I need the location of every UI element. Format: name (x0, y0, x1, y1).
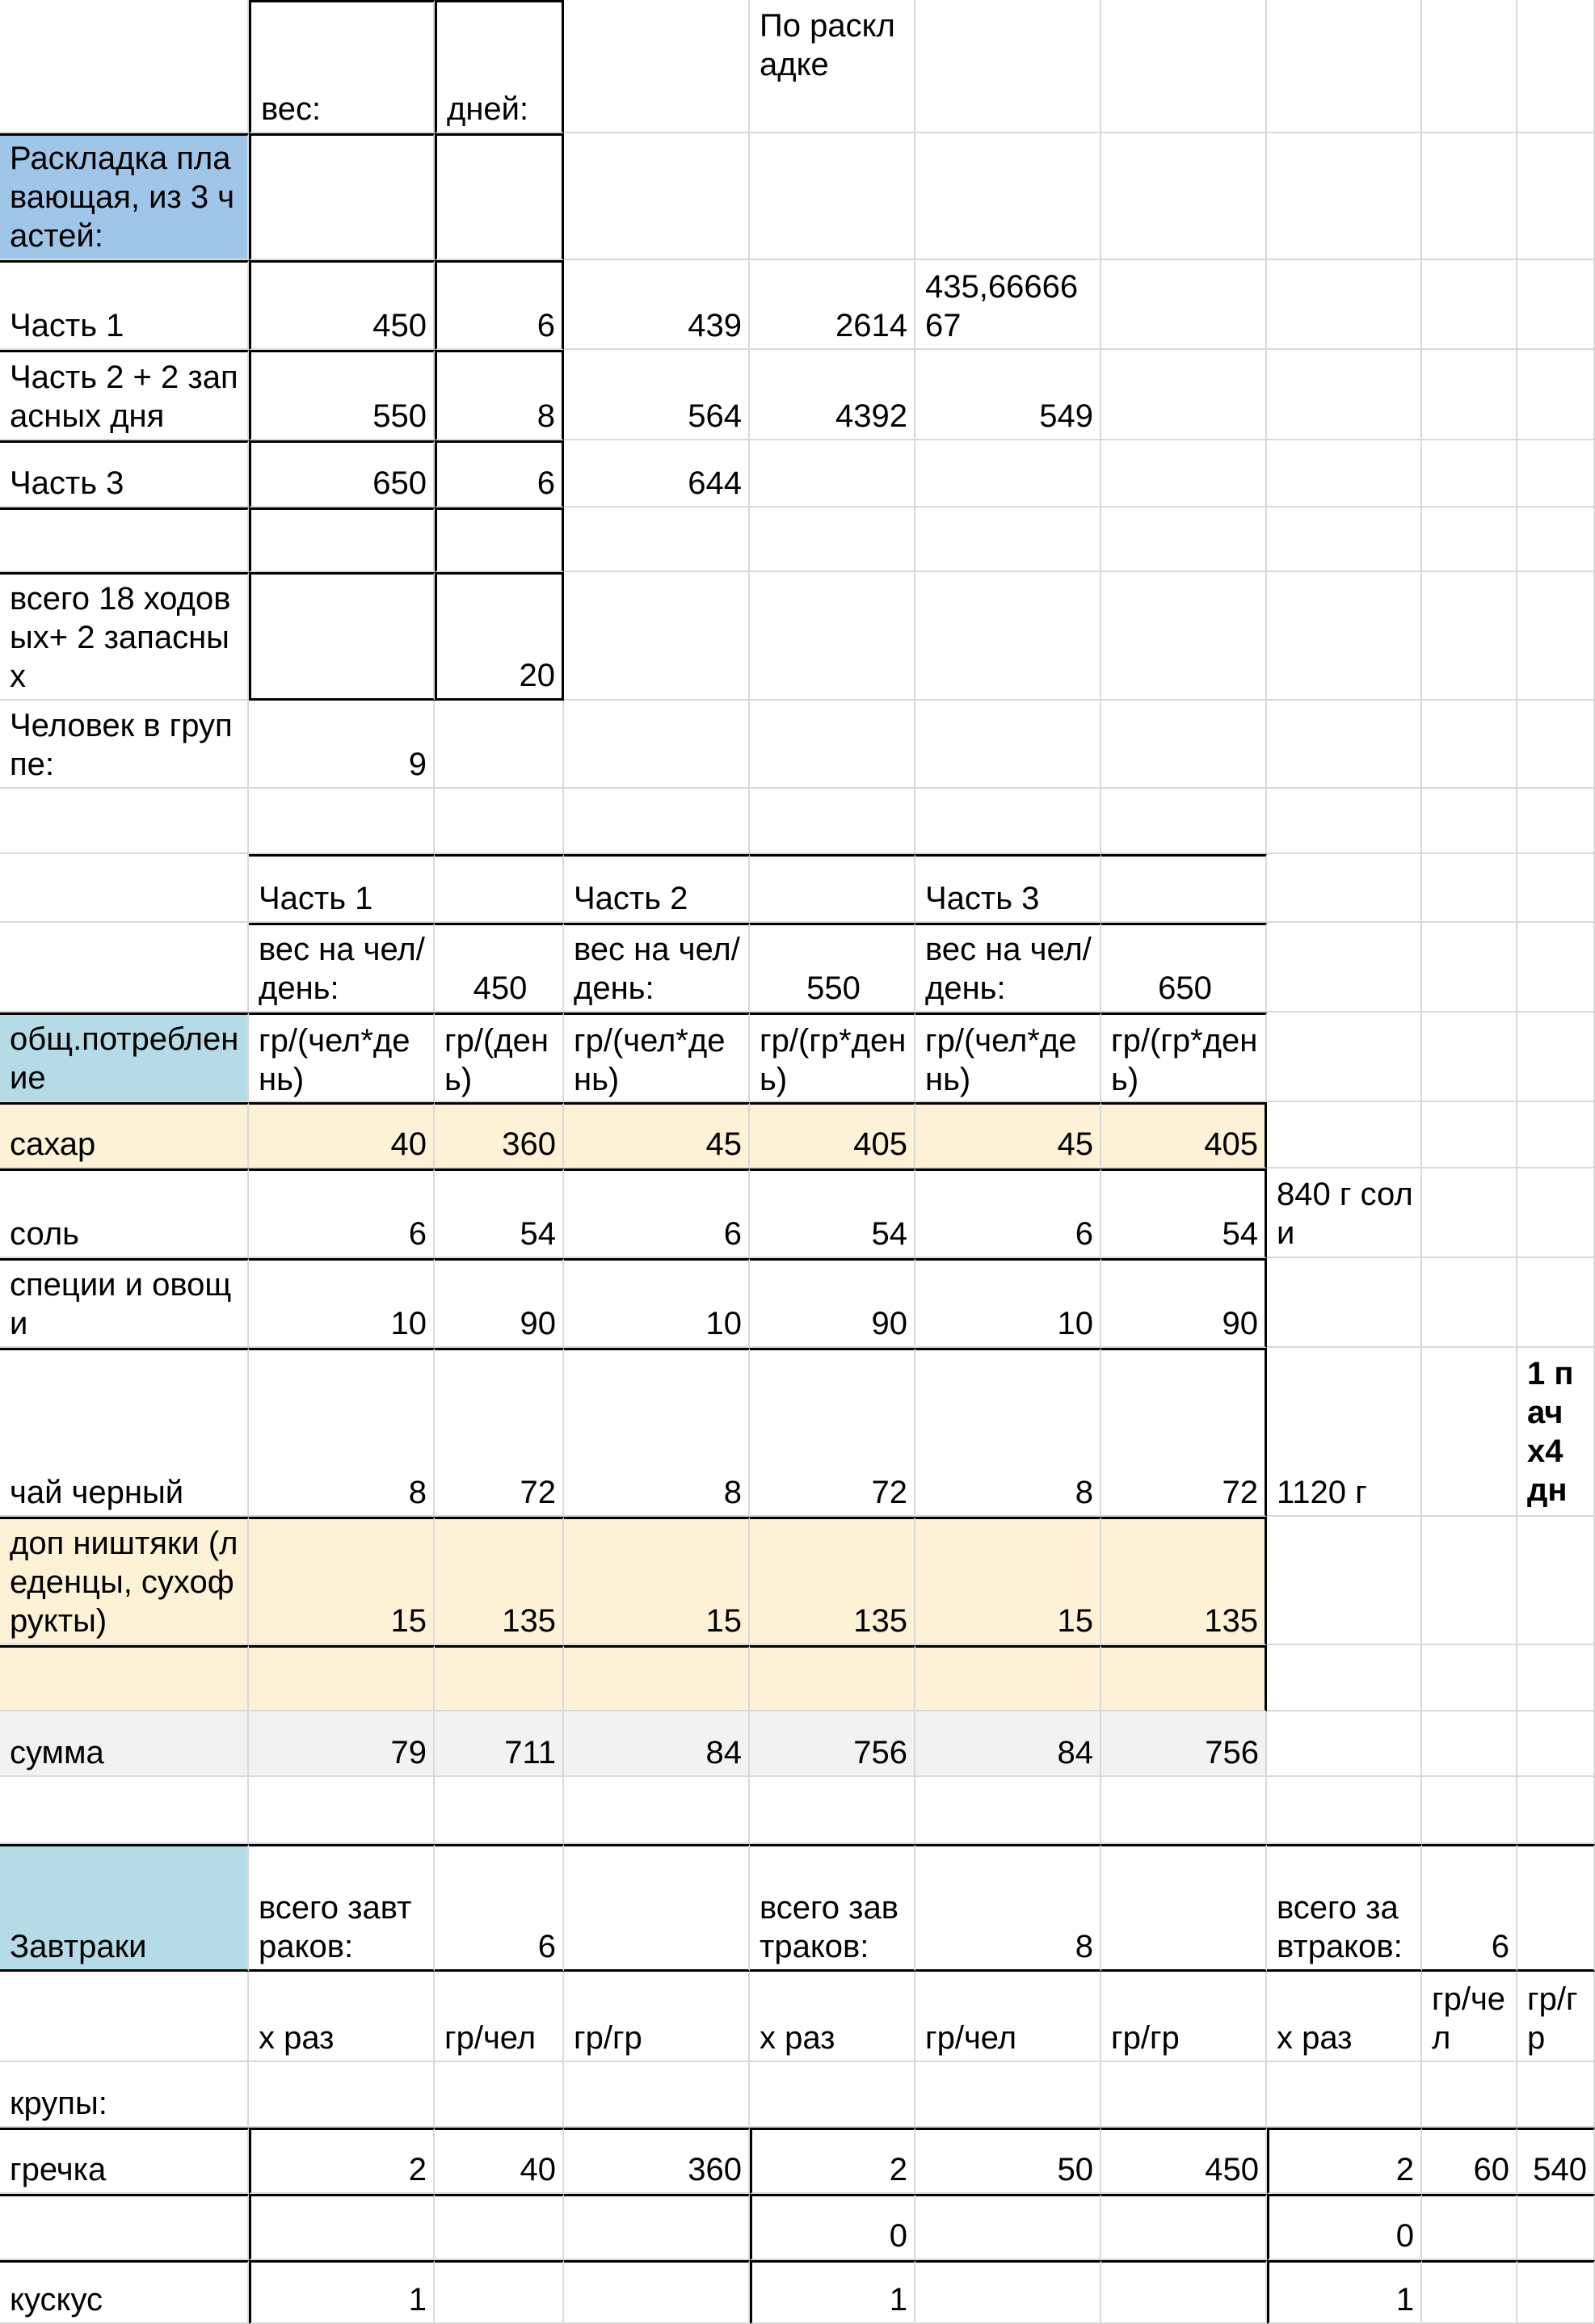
empty-cell[interactable] (1267, 923, 1422, 1013)
empty-cell[interactable] (915, 572, 1101, 701)
number-cell[interactable]: 84 (915, 1711, 1101, 1777)
empty-cell[interactable] (1267, 1645, 1422, 1711)
empty-cell[interactable] (1517, 1258, 1595, 1348)
empty-cell[interactable] (750, 854, 915, 923)
number-cell[interactable]: 72 (750, 1348, 915, 1517)
number-cell[interactable]: 450 (249, 260, 435, 350)
empty-cell[interactable] (1517, 1168, 1595, 1258)
column-header[interactable]: х раз (1267, 1972, 1422, 2062)
total-breakfasts-label[interactable]: всего завтраков: (249, 1844, 435, 1972)
weight-value[interactable]: 550 (750, 923, 915, 1013)
number-cell[interactable]: 135 (1101, 1517, 1267, 1645)
empty-cell[interactable] (0, 923, 249, 1013)
number-cell[interactable]: 6 (1422, 1844, 1517, 1972)
empty-cell[interactable] (915, 1645, 1101, 1711)
column-header[interactable]: х раз (750, 1972, 915, 2062)
unit-header[interactable]: гр/(гр*день) (1101, 1013, 1267, 1102)
empty-cell[interactable] (0, 507, 249, 572)
empty-cell[interactable] (1267, 1258, 1422, 1348)
number-cell[interactable]: 564 (564, 350, 750, 440)
empty-cell[interactable] (1422, 1777, 1517, 1844)
empty-cell[interactable] (435, 1777, 564, 1844)
empty-cell[interactable] (435, 507, 564, 572)
empty-cell[interactable] (1267, 2062, 1422, 2128)
breakfasts-title[interactable]: Завтраки (0, 1844, 249, 1972)
column-header[interactable]: гр/чел (1422, 1972, 1517, 2062)
empty-cell[interactable] (1101, 572, 1267, 701)
empty-cell[interactable] (1267, 440, 1422, 507)
empty-cell[interactable] (1101, 507, 1267, 572)
empty-cell[interactable] (564, 1844, 750, 1972)
empty-cell[interactable] (1422, 923, 1517, 1013)
number-cell[interactable]: 6 (435, 1844, 564, 1972)
empty-cell[interactable] (564, 133, 750, 260)
empty-cell[interactable] (1267, 1517, 1422, 1645)
unit-header[interactable]: гр/(чел*день) (564, 1013, 750, 1102)
item-label[interactable]: доп ништяки (леденцы, сухофрукты) (0, 1517, 249, 1645)
item-label[interactable]: гречка (0, 2128, 249, 2194)
empty-cell[interactable] (0, 854, 249, 923)
empty-cell[interactable] (1422, 350, 1517, 440)
empty-cell[interactable] (1101, 1777, 1267, 1844)
empty-cell[interactable] (0, 1972, 249, 2062)
note-cell[interactable]: 840 г соли (1267, 1168, 1422, 1258)
number-cell[interactable] (1101, 2260, 1267, 2324)
column-header[interactable]: гр/чел (435, 1972, 564, 2062)
number-cell[interactable]: 6 (435, 440, 564, 507)
weight-value[interactable]: 650 (1101, 923, 1267, 1013)
number-cell[interactable] (249, 2194, 435, 2260)
empty-cell[interactable] (1517, 854, 1595, 923)
empty-cell[interactable] (564, 1777, 750, 1844)
number-cell[interactable]: 45 (915, 1102, 1101, 1168)
empty-cell[interactable] (1517, 1517, 1595, 1645)
empty-cell[interactable] (1101, 0, 1267, 133)
empty-cell[interactable] (750, 1645, 915, 1711)
empty-cell[interactable] (249, 1645, 435, 1711)
number-cell[interactable] (915, 440, 1101, 507)
empty-cell[interactable] (249, 507, 435, 572)
empty-cell[interactable] (1517, 1013, 1595, 1102)
part-header[interactable]: Часть 3 (915, 854, 1101, 923)
empty-cell[interactable] (1422, 1711, 1517, 1777)
empty-cell[interactable] (1517, 1102, 1595, 1168)
empty-cell[interactable] (1517, 1645, 1595, 1711)
empty-cell[interactable] (750, 507, 915, 572)
number-cell[interactable]: 0 (750, 2194, 915, 2260)
number-cell[interactable]: 1 (249, 2260, 435, 2324)
column-header[interactable]: гр/гр (564, 1972, 750, 2062)
empty-cell[interactable] (1422, 1168, 1517, 1258)
empty-cell[interactable] (564, 0, 750, 133)
number-cell[interactable]: 1 (1267, 2260, 1422, 2324)
note-cell[interactable]: 1 пач х4 дн (1517, 1348, 1595, 1517)
empty-cell[interactable] (1422, 1348, 1517, 1517)
empty-cell[interactable] (915, 507, 1101, 572)
empty-cell[interactable] (0, 789, 249, 854)
header-ves[interactable]: вес: (249, 0, 435, 133)
empty-cell[interactable] (1422, 854, 1517, 923)
number-cell[interactable]: 439 (564, 260, 750, 350)
total-breakfasts-label[interactable]: всего завтраков: (1267, 1844, 1422, 1972)
column-header[interactable]: гр/гр (1517, 1972, 1595, 2062)
item-label[interactable]: кускус (0, 2260, 249, 2324)
empty-cell[interactable] (1422, 572, 1517, 701)
number-cell[interactable]: 15 (564, 1517, 750, 1645)
empty-cell[interactable] (1101, 1844, 1267, 1972)
empty-cell[interactable] (1422, 1013, 1517, 1102)
empty-cell[interactable] (1101, 133, 1267, 260)
number-cell[interactable] (564, 2194, 750, 2260)
empty-cell[interactable] (1422, 507, 1517, 572)
item-label[interactable]: специи и овощи (0, 1258, 249, 1348)
number-cell[interactable]: 72 (1101, 1348, 1267, 1517)
empty-cell[interactable] (249, 789, 435, 854)
number-cell[interactable]: 54 (435, 1168, 564, 1258)
empty-cell[interactable] (1267, 572, 1422, 701)
number-cell[interactable]: 8 (915, 1844, 1101, 1972)
number-cell[interactable]: 15 (915, 1517, 1101, 1645)
number-cell[interactable]: 756 (1101, 1711, 1267, 1777)
empty-cell[interactable] (1422, 2062, 1517, 2128)
number-cell[interactable]: 90 (435, 1258, 564, 1348)
consumption-title[interactable]: общ.потребление (0, 1013, 249, 1102)
header-po-raskladke[interactable]: По раскладке (750, 0, 915, 133)
total-days-label[interactable]: всего 18 ходовых+ 2 запасных (0, 572, 249, 701)
number-cell[interactable] (1422, 2194, 1517, 2260)
empty-cell[interactable] (1422, 701, 1517, 789)
number-cell[interactable]: 644 (564, 440, 750, 507)
unit-header[interactable]: гр/(день) (435, 1013, 564, 1102)
number-cell[interactable]: 15 (249, 1517, 435, 1645)
empty-cell[interactable] (564, 1645, 750, 1711)
item-label[interactable]: соль (0, 1168, 249, 1258)
number-cell[interactable]: 72 (435, 1348, 564, 1517)
number-cell[interactable]: 10 (564, 1258, 750, 1348)
number-cell[interactable]: 60 (1422, 2128, 1517, 2194)
number-cell[interactable]: 8 (435, 350, 564, 440)
item-label[interactable] (0, 2194, 249, 2260)
number-cell[interactable]: 54 (750, 1168, 915, 1258)
empty-cell[interactable] (1267, 1102, 1422, 1168)
part-label[interactable]: Часть 2 + 2 запасных дня (0, 350, 249, 440)
number-cell[interactable]: 90 (750, 1258, 915, 1348)
number-cell[interactable]: 4392 (750, 350, 915, 440)
number-cell[interactable] (1517, 2260, 1595, 2324)
number-cell[interactable]: 84 (564, 1711, 750, 1777)
empty-cell[interactable] (1517, 789, 1595, 854)
number-cell[interactable]: 8 (564, 1348, 750, 1517)
empty-cell[interactable] (1267, 789, 1422, 854)
empty-cell[interactable] (915, 2062, 1101, 2128)
empty-cell[interactable] (1422, 1102, 1517, 1168)
empty-cell[interactable] (1267, 1777, 1422, 1844)
empty-cell[interactable] (564, 2062, 750, 2128)
number-cell[interactable]: 2614 (750, 260, 915, 350)
part-label[interactable]: Часть 3 (0, 440, 249, 507)
empty-cell[interactable] (564, 507, 750, 572)
empty-cell[interactable] (1517, 507, 1595, 572)
number-cell[interactable]: 135 (435, 1517, 564, 1645)
number-cell[interactable]: 8 (915, 1348, 1101, 1517)
unit-header[interactable]: гр/(чел*день) (915, 1013, 1101, 1102)
empty-cell[interactable] (1422, 789, 1517, 854)
empty-cell[interactable] (1422, 133, 1517, 260)
part-label[interactable]: Часть 1 (0, 260, 249, 350)
empty-cell[interactable] (1517, 923, 1595, 1013)
empty-cell[interactable] (1101, 854, 1267, 923)
number-cell[interactable]: 8 (249, 1348, 435, 1517)
number-cell[interactable]: 9 (249, 701, 435, 789)
empty-cell[interactable] (249, 1777, 435, 1844)
empty-cell[interactable] (1517, 1711, 1595, 1777)
unit-header[interactable]: гр/(гр*день) (750, 1013, 915, 1102)
number-cell[interactable] (915, 2194, 1101, 2260)
number-cell[interactable]: 10 (249, 1258, 435, 1348)
number-cell[interactable] (435, 2194, 564, 2260)
number-cell[interactable] (564, 2260, 750, 2324)
empty-cell[interactable] (915, 133, 1101, 260)
empty-cell[interactable] (1101, 350, 1267, 440)
weight-label[interactable]: вес на чел/день: (249, 923, 435, 1013)
number-cell[interactable]: 405 (750, 1102, 915, 1168)
empty-cell[interactable] (915, 789, 1101, 854)
number-cell[interactable]: 405 (1101, 1102, 1267, 1168)
empty-cell[interactable] (1422, 1645, 1517, 1711)
number-cell[interactable] (915, 2260, 1101, 2324)
number-cell[interactable]: 50 (915, 2128, 1101, 2194)
number-cell[interactable]: 6 (564, 1168, 750, 1258)
number-cell[interactable] (1422, 2260, 1517, 2324)
number-cell[interactable]: 549 (915, 350, 1101, 440)
empty-cell[interactable] (1267, 507, 1422, 572)
empty-cell[interactable] (750, 701, 915, 789)
empty-cell[interactable] (1101, 440, 1267, 507)
empty-cell[interactable] (1267, 260, 1422, 350)
number-cell[interactable]: 20 (435, 572, 564, 701)
number-cell[interactable]: 40 (435, 2128, 564, 2194)
number-cell[interactable]: 54 (1101, 1168, 1267, 1258)
empty-cell[interactable] (249, 133, 435, 260)
empty-cell[interactable] (750, 1777, 915, 1844)
empty-cell[interactable] (1267, 1711, 1422, 1777)
weight-value[interactable]: 450 (435, 923, 564, 1013)
item-label[interactable]: сахар (0, 1102, 249, 1168)
empty-cell[interactable] (1101, 1645, 1267, 1711)
part-header[interactable]: Часть 1 (249, 854, 435, 923)
empty-cell[interactable] (1267, 1013, 1422, 1102)
empty-cell[interactable] (1517, 260, 1595, 350)
empty-cell[interactable] (750, 789, 915, 854)
number-cell[interactable]: 435,6666667 (915, 260, 1101, 350)
empty-cell[interactable] (0, 0, 249, 133)
empty-cell[interactable] (1517, 350, 1595, 440)
number-cell[interactable]: 2 (249, 2128, 435, 2194)
part-header[interactable]: Часть 2 (564, 854, 750, 923)
empty-cell[interactable] (435, 2062, 564, 2128)
empty-cell[interactable] (1422, 1517, 1517, 1645)
number-cell[interactable]: 0 (1267, 2194, 1422, 2260)
raskladka-title[interactable]: Раскладка плавающая, из 3 частей: (0, 133, 249, 260)
number-cell[interactable]: 45 (564, 1102, 750, 1168)
number-cell[interactable] (1517, 2194, 1595, 2260)
empty-cell[interactable] (564, 701, 750, 789)
empty-cell[interactable] (915, 0, 1101, 133)
empty-cell[interactable] (1422, 1258, 1517, 1348)
column-header[interactable]: х раз (249, 1972, 435, 2062)
empty-cell[interactable] (1517, 133, 1595, 260)
number-cell[interactable]: 650 (249, 440, 435, 507)
empty-cell[interactable] (1422, 440, 1517, 507)
empty-cell[interactable] (1267, 701, 1422, 789)
number-cell[interactable]: 6 (249, 1168, 435, 1258)
empty-cell[interactable] (750, 572, 915, 701)
empty-cell[interactable] (915, 701, 1101, 789)
empty-cell[interactable] (1267, 133, 1422, 260)
empty-cell[interactable] (1267, 0, 1422, 133)
number-cell[interactable]: 6 (915, 1168, 1101, 1258)
empty-cell[interactable] (1101, 260, 1267, 350)
empty-cell[interactable] (750, 2062, 915, 2128)
empty-cell[interactable] (435, 854, 564, 923)
empty-cell[interactable] (249, 572, 435, 701)
empty-cell[interactable] (1517, 1777, 1595, 1844)
empty-cell[interactable] (1101, 789, 1267, 854)
empty-cell[interactable] (564, 572, 750, 701)
empty-cell[interactable] (1517, 0, 1595, 133)
empty-cell[interactable] (1517, 572, 1595, 701)
empty-cell[interactable] (1101, 701, 1267, 789)
empty-cell[interactable] (1517, 701, 1595, 789)
people-label[interactable]: Человек в группе: (0, 701, 249, 789)
weight-label[interactable]: вес на чел/день: (564, 923, 750, 1013)
number-cell[interactable] (1101, 2194, 1267, 2260)
empty-cell[interactable] (435, 1645, 564, 1711)
number-cell[interactable]: 550 (249, 350, 435, 440)
number-cell[interactable]: 450 (1101, 2128, 1267, 2194)
empty-cell[interactable] (564, 789, 750, 854)
number-cell[interactable] (435, 2260, 564, 2324)
empty-cell[interactable] (435, 133, 564, 260)
unit-header[interactable]: гр/(чел*день) (249, 1013, 435, 1102)
empty-cell[interactable] (915, 1777, 1101, 1844)
number-cell[interactable]: 90 (1101, 1258, 1267, 1348)
number-cell[interactable]: 1 (750, 2260, 915, 2324)
empty-cell[interactable] (1422, 0, 1517, 133)
number-cell[interactable]: 6 (435, 260, 564, 350)
number-cell[interactable]: 40 (249, 1102, 435, 1168)
empty-cell[interactable] (1267, 350, 1422, 440)
column-header[interactable]: гр/гр (1101, 1972, 1267, 2062)
empty-cell[interactable] (249, 2062, 435, 2128)
number-cell[interactable]: 2 (750, 2128, 915, 2194)
number-cell[interactable]: 360 (435, 1102, 564, 1168)
empty-cell[interactable] (1517, 2062, 1595, 2128)
number-cell[interactable]: 540 (1517, 2128, 1595, 2194)
empty-cell[interactable] (1101, 2062, 1267, 2128)
weight-label[interactable]: вес на чел/день: (915, 923, 1101, 1013)
number-cell[interactable]: 2 (1267, 2128, 1422, 2194)
empty-cell[interactable] (0, 1777, 249, 1844)
number-cell[interactable]: 711 (435, 1711, 564, 1777)
empty-cell[interactable] (435, 789, 564, 854)
number-cell[interactable]: 10 (915, 1258, 1101, 1348)
note-cell[interactable]: 1120 г (1267, 1348, 1422, 1517)
header-dney[interactable]: дней: (435, 0, 564, 133)
number-cell[interactable]: 79 (249, 1711, 435, 1777)
column-header[interactable]: гр/чел (915, 1972, 1101, 2062)
sum-label[interactable]: сумма (0, 1711, 249, 1777)
empty-cell[interactable] (435, 701, 564, 789)
empty-cell[interactable] (750, 133, 915, 260)
total-breakfasts-label[interactable]: всего завтраков: (750, 1844, 915, 1972)
empty-cell[interactable] (1422, 260, 1517, 350)
number-cell[interactable] (750, 440, 915, 507)
section-label[interactable]: крупы: (0, 2062, 249, 2128)
number-cell[interactable]: 135 (750, 1517, 915, 1645)
empty-cell[interactable] (1517, 440, 1595, 507)
empty-cell[interactable] (1517, 1844, 1595, 1972)
number-cell[interactable]: 756 (750, 1711, 915, 1777)
number-cell[interactable]: 360 (564, 2128, 750, 2194)
empty-cell[interactable] (1267, 854, 1422, 923)
empty-cell[interactable] (0, 1645, 249, 1711)
item-label[interactable]: чай черный (0, 1348, 249, 1517)
